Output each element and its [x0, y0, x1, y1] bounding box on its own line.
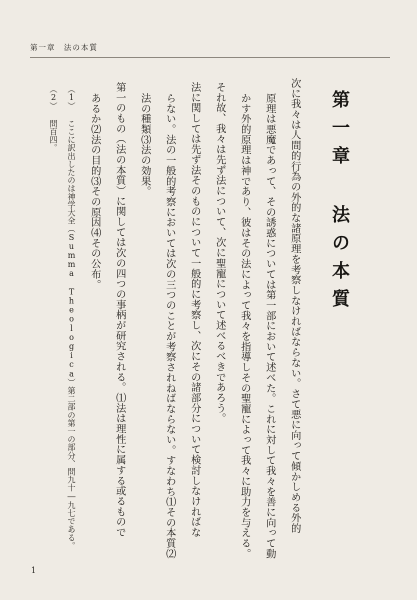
footnote-1: （1） ここに訳出したのは神学大全（Summa Theologica）第二部の第一の部分、問九十―九七である。 [67, 85, 76, 550]
footnote-2: （2） 問百四。 [49, 85, 58, 152]
running-header [30, 42, 103, 53]
chapter-title: 第一章 法の本質 [329, 90, 350, 317]
body-line-3: かす外的原理は神であり、彼はその法によって我々を指導しその聖寵によって我々に助力を与える。 [238, 93, 250, 559]
header-chapter: 第一章 [30, 43, 56, 52]
body-line-4: それ故、我々は先ず法について、次に聖寵について述べるべきであろう。 [213, 82, 225, 424]
body-line-6: らない。法の一般的考察においては次の三つのことが考察されねばならない。すなわち⑴その本質⑵ [163, 93, 175, 559]
body-line-2: 原理は悪魔であって、その誘惑については第一部において述べた。これに対して我々を善に向って動 [263, 93, 275, 559]
body-line-7: 法の種類⑶法の効果。 [138, 93, 150, 197]
body-line-9: あるか⑵法の目的⑶その原因⑷その公布。 [88, 93, 100, 290]
header-title: 法の本質 [63, 43, 98, 52]
header-rule [30, 57, 390, 58]
page-number: 1 [31, 566, 37, 575]
body-line-8: 第一のもの（法の本質）に関しては次の四つの事柄が研究される。⑴法は理性に属する或るもので [113, 82, 125, 538]
body-line-5: 法に関しては先ず法そのものについて一般的に考察し、次にその諸部分について検討しなければな [188, 82, 200, 538]
body-line-1: 次に我々は人間的行為の外的な諸原理を考察しなければならない。さて悪に向って傾かしめる外的 [288, 78, 300, 534]
